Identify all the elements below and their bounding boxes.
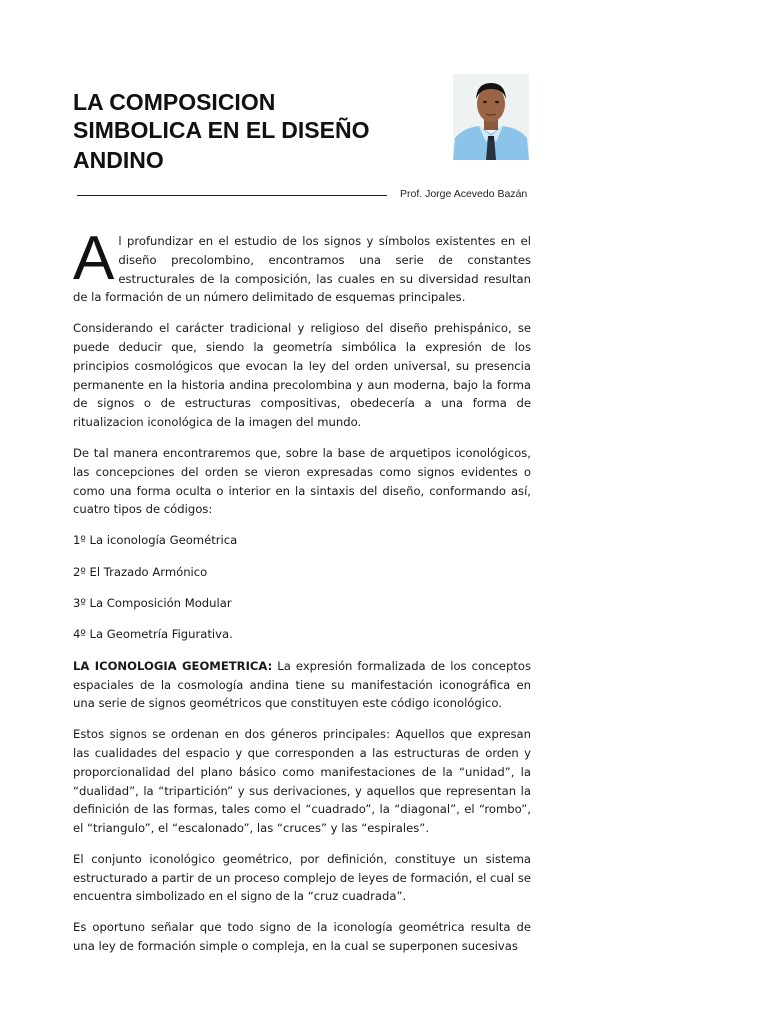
paragraph-1 [73,224,531,307]
article-body [73,224,531,956]
list-item-3: 3º La Composición Modular [73,595,232,610]
paragraph-2: Considerando el carácter tradicional y religioso del diseño prehispánico, se puede deducir que, siendo la geometría simbólica la expresión de los principios cosmológicos que evocan la ley del orden universal, su presencia permanente en la historia andina precolombina y aun moderna, bajo la forma de signos o de estructuras compositivas, obedecería a una forma de ritualizacion iconológica de la imagen del mundo. [73,321,531,430]
author-portrait-icon [453,74,529,160]
author-name: Prof. Jorge Acevedo Bazán [400,188,528,200]
paragraph-6: El conjunto iconológico geométrico, por definición, constituye un sistema estructurado a partir de un proceso complejo de leyes de formación, el cual se encuentra simbolizado en el signo de la “cruz cuadrada”. [73,851,531,904]
paragraph-1-text: l profundizar en el estudio de los signos y símbolos existentes en el diseño precolombino, encontramos una serie de constantes estructurales de la composición, las cuales en su diversidad resultan de la formación de un número delimitado de esquemas principales. [73,234,531,305]
title-line-3: ANDINO [73,147,164,173]
title-line-1: LA COMPOSICION [73,89,276,115]
list-item-1: 1º La iconología Geométrica [73,533,238,548]
list-item-2: 2º El Trazado Armónico [73,564,208,579]
article-title [73,88,443,174]
author-portrait [453,74,529,160]
paragraph-7: Es oportuno señalar que todo signo de la iconología geométrica resulta de una ley de formación simple o compleja, en la cual se superponen sucesivas [73,920,531,954]
paragraph-3: De tal manera encontraremos que, sobre la base de arquetipos iconológicos, las concepciones del orden se vieron expresadas como signos evidentes o como una forma oculta o interior en la sintaxis del diseño, conformando así, cuatro tipos de códigos: [73,445,531,517]
header-divider [77,195,387,196]
paragraph-4-text: La expresión formalizada de los conceptos espaciales de la cosmología andina tiene su manifestación iconográfica en una serie de signos geométricos que constituyen este código iconológico. [73,658,531,711]
paragraph-5: Estos signos se ordenan en dos géneros principales: Aquellos que expresan las cualidades del espacio y que corresponden a las estructuras de orden y proporcionalidad del plano básico como manifestaciones de la “unidad”, la “dualidad”, la “tripartición” y sus derivaciones, y aquellos que representan la definición de las formas, tales como el “cuadrado”, la “diagonal”, el “rombo”, el “triangulo”, el “escalonado”, las “cruces” y las “espirales”. [73,727,531,836]
drop-cap: A [73,224,115,293]
list-item-4: 4º La Geometría Figurativa. [73,627,233,642]
paragraph-4 [73,657,531,713]
section-heading: LA ICONOLOGIA GEOMETRICA: [73,658,273,673]
title-line-2: SIMBOLICA EN EL DISEÑO [73,117,370,143]
